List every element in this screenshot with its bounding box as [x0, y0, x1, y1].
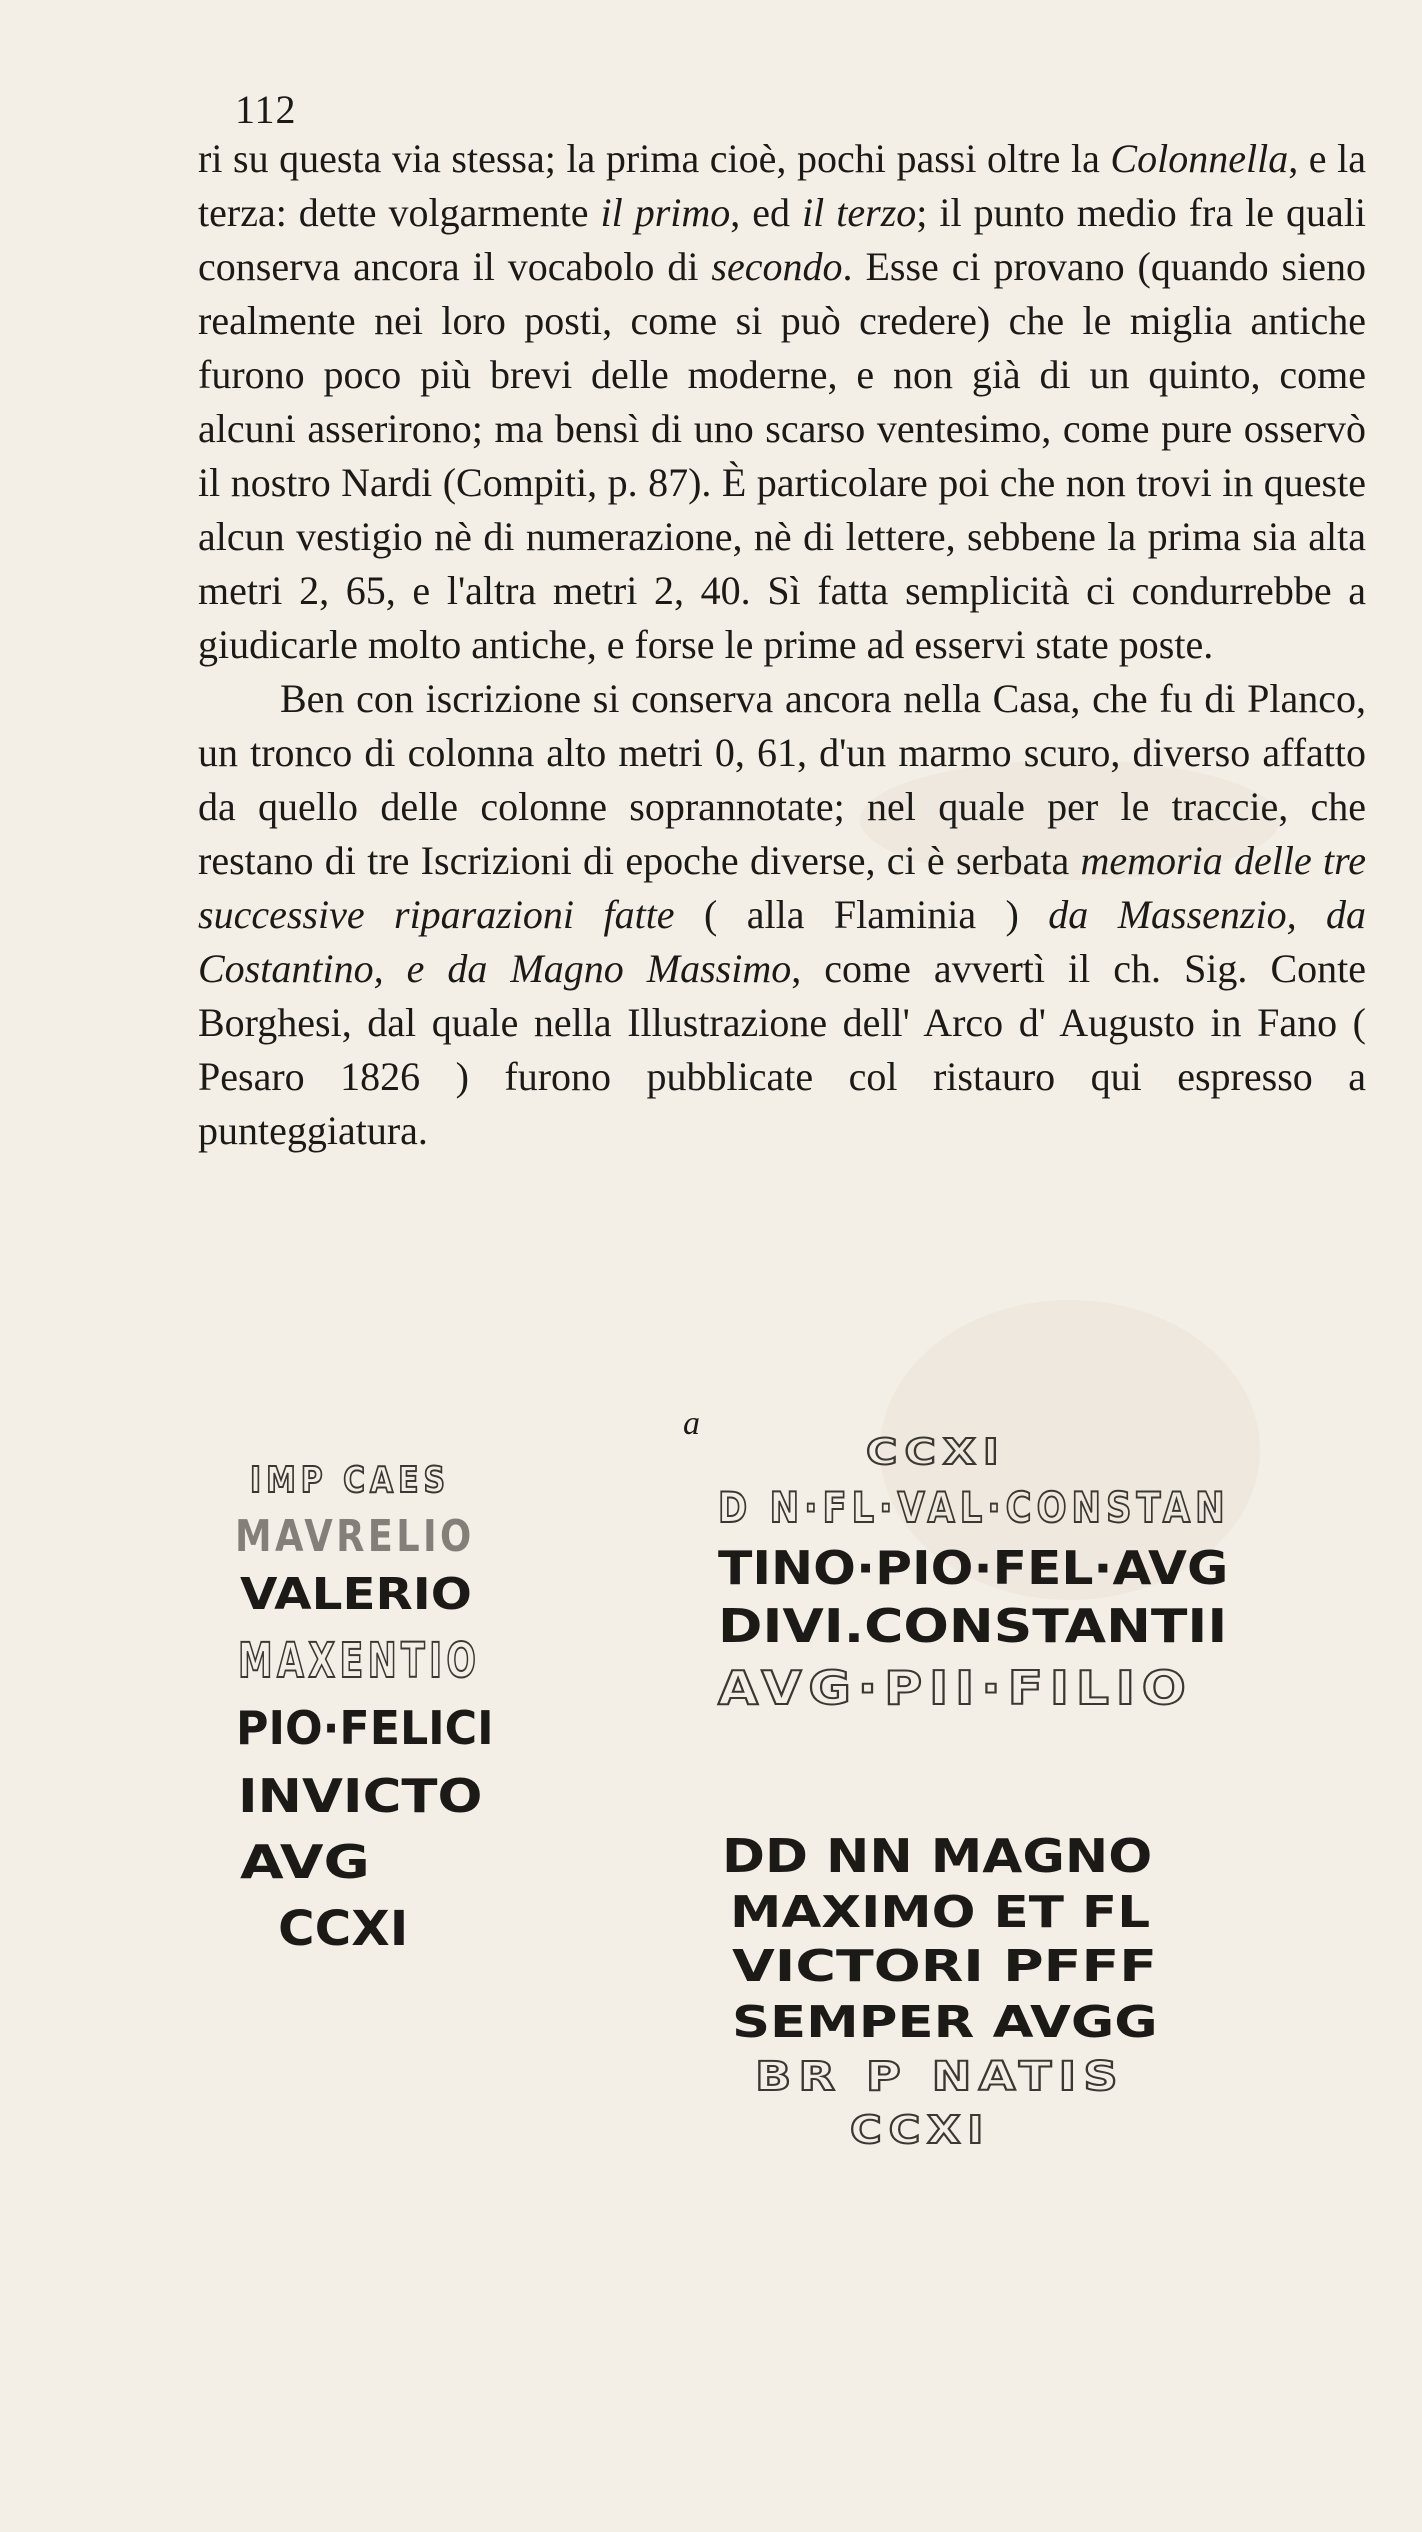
body-text [198, 132, 1366, 1158]
page-number: 112 [235, 87, 297, 132]
italic-text: il primo [600, 190, 731, 235]
text-run: , come avvertì il ch. Sig. Conte Borghesi, dal quale nella Illustrazione dell' Arco d' Augusto in Fano ( Pesaro 1826 ) furono pubblicate col ristauro qui espresso a punteggiatura. [198, 946, 1366, 1153]
italic-text: il terzo [802, 190, 917, 235]
inscription-line: CCXI [278, 1901, 409, 1957]
italic-text: memoria delle tre successive riparazioni fatte [198, 838, 1366, 937]
italic-text: Colonnella [1110, 136, 1289, 181]
inscription-line: D N·FL·VAL·CONSTAN [718, 1483, 1230, 1532]
inscription-line: VALERIO [240, 1569, 472, 1620]
paragraph [198, 672, 1366, 1158]
inscription-line: CCXI [850, 2108, 991, 2152]
inscription-line: VICTORI PFFF [732, 1941, 1158, 1992]
inscription-line: BR P NATIS [755, 2054, 1125, 2100]
inscription-line: TINO·PIO·FEL·AVG [718, 1541, 1229, 1595]
inscription-line: MAXENTIO [238, 1633, 481, 1689]
inscription-line: AVG [240, 1835, 370, 1889]
italic-text: da Massenzio, da Costantino, e da Magno Massimo [198, 892, 1366, 991]
text-run: . Esse ci provano (quando sieno realmente nei loro posti, come si può credere) che le miglia antiche furono poco più brevi delle moderne, e non già di un quinto, come alcuni asserirono; ma bensì di uno scarso ventesimo, come pure osservò il nostro Nardi (Compiti, p. 87). È particolare poi che non trovi in queste alcun vestigio nè di numerazione, nè di lettere, sebbene la prima sia alta metri 2, 65, e l'altra metri 2, 40. Sì fatta semplicità ci condurrebbe a giudicarle molto antiche, e forse le prime ad esservi state poste. [198, 244, 1366, 667]
text-run: Ben con iscrizione si conserva ancora nella Casa, che fu di Planco, un tronco di colonna alto metri 0, 61, d'un marmo scuro, diverso affatto da quello delle colonne soprannotate; nel quale per le traccie, che restano di tre Iscrizioni di epoche diverse, ci è serbata [198, 676, 1366, 883]
inscription-line: CCXI [866, 1432, 1006, 1473]
text-run: , ed [730, 190, 803, 235]
inscription-line: MAXIMO ET FL [730, 1887, 1151, 1938]
inscription-line: AVG·PII·FILIO [718, 1661, 1193, 1715]
inscriptions-figure [0, 1405, 1422, 2185]
inscription-line: PIO·FELICI [236, 1701, 494, 1755]
inscription-line: MAVRELIO [235, 1511, 475, 1562]
text-run: ri su questa via stessa; la prima cioè, pochi passi oltre la [198, 136, 1111, 181]
text-run: ( alla Flaminia ) [674, 892, 1049, 937]
figure-note-mark: a [683, 1405, 700, 1442]
text-run: ; il punto medio fra le quali conserva ancora il vocabolo di [198, 190, 1366, 289]
text-run: , e la terza: dette volgarmente [198, 136, 1367, 235]
paragraph [198, 132, 1366, 672]
inscription-line: INVICTO [238, 1769, 483, 1823]
inscription-line: SEMPER AVGG [732, 1997, 1158, 2048]
inscription-line: IMP CAES [250, 1460, 450, 1501]
italic-text: secondo [711, 244, 843, 289]
inscription-line: DIVI.CONSTANTII [718, 1599, 1228, 1653]
inscription-line: DD NN MAGNO [722, 1829, 1153, 1883]
